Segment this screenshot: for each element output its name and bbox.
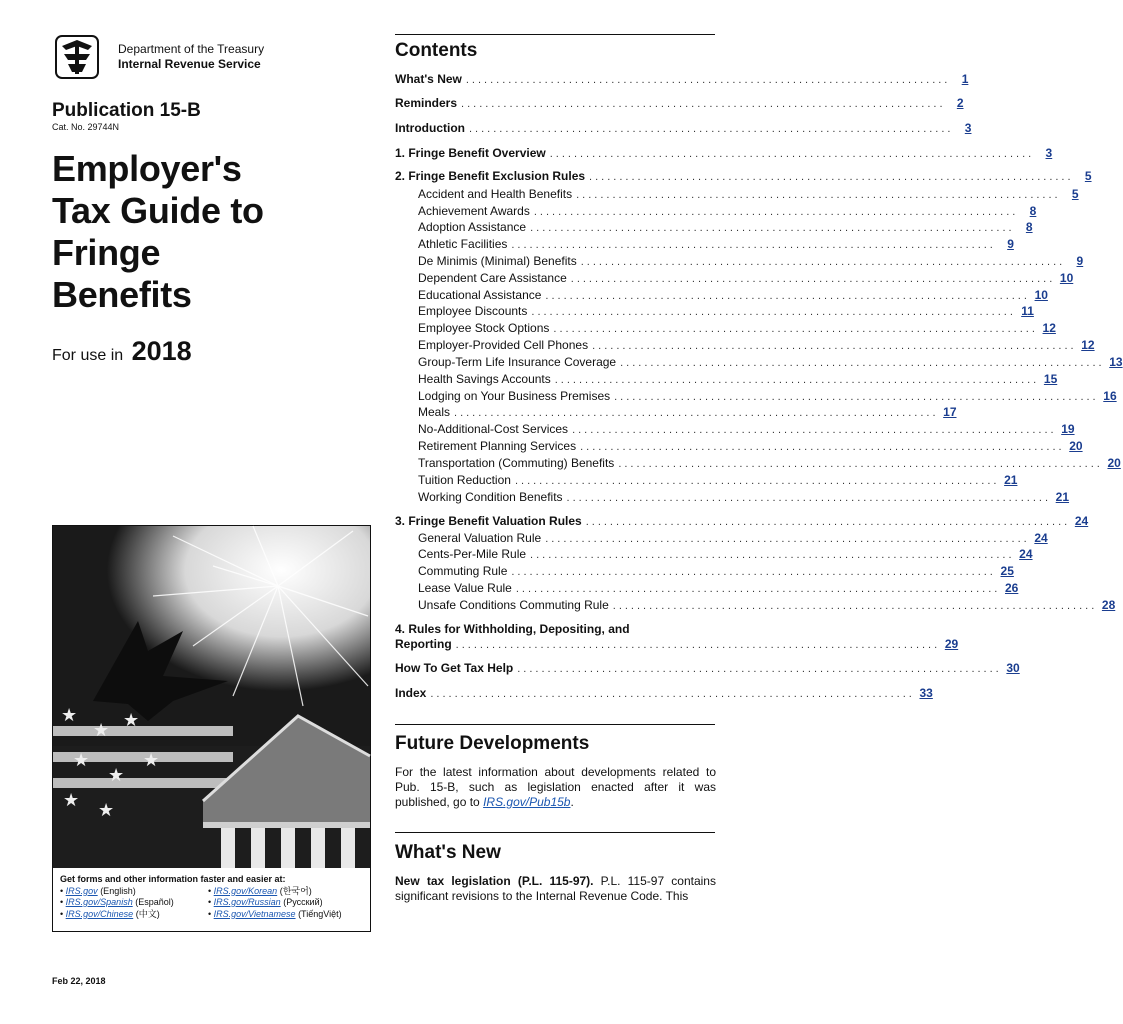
toc-entry-label: Achievement Awards bbox=[418, 204, 530, 218]
link-item: • IRS.gov/Vietnamese (TiếngViệt) bbox=[208, 908, 342, 919]
toc-entry[interactable] bbox=[395, 338, 1095, 354]
title-line: Employer's bbox=[52, 148, 242, 189]
toc-leader-dots: ................................................................................ bbox=[454, 407, 939, 419]
get-forms-box bbox=[60, 874, 365, 920]
irs-link-english[interactable]: IRS.gov bbox=[65, 885, 98, 896]
language-label: (Pусский) bbox=[283, 897, 323, 907]
svg-text:★: ★ bbox=[93, 720, 110, 741]
svg-text:★: ★ bbox=[98, 800, 115, 821]
dept-line-1: Department of the Treasury bbox=[118, 42, 265, 56]
toc-leader-dots: ................................................................................ bbox=[468, 123, 954, 135]
toc-page-link[interactable]: 29 bbox=[944, 637, 959, 651]
for-use-label: For use in bbox=[52, 347, 124, 364]
toc-entry-label: Lease Value Rule bbox=[418, 581, 512, 595]
toc-leader-dots: ................................................................................ bbox=[580, 441, 1065, 453]
irs-eagle-logo bbox=[52, 34, 102, 80]
toc-entry[interactable] bbox=[395, 598, 1116, 614]
toc-leader-dots: ................................................................................ bbox=[461, 98, 946, 110]
toc-leader-dots: ................................................................................ bbox=[580, 256, 1066, 268]
toc-page-link[interactable]: 10 bbox=[1034, 288, 1048, 302]
catalog-number: Cat. No. 29744N bbox=[52, 122, 120, 132]
toc-entry-label: No-Additional-Cost Services bbox=[418, 422, 569, 436]
toc-page-link[interactable]: 12 bbox=[1081, 338, 1095, 352]
toc-entry-label: 2. Fringe Benefit Exclusion Rules bbox=[395, 169, 586, 183]
svg-text:★: ★ bbox=[63, 790, 80, 811]
toc-entry[interactable] bbox=[395, 187, 1079, 203]
toc-entry[interactable] bbox=[395, 288, 1048, 304]
svg-text:★: ★ bbox=[143, 750, 160, 771]
toc-entry-label: What's New bbox=[395, 72, 462, 86]
toc-leader-dots: ................................................................................ bbox=[570, 273, 1056, 285]
toc-page-link[interactable]: 33 bbox=[919, 686, 933, 700]
link-item: • IRS.gov (English) bbox=[60, 885, 136, 896]
toc-leader-dots: ................................................................................ bbox=[511, 239, 996, 251]
toc-entry[interactable] bbox=[395, 456, 1121, 472]
svg-text:★: ★ bbox=[73, 750, 90, 771]
toc-page-link[interactable]: 28 bbox=[1101, 598, 1116, 612]
toc-leader-dots: ................................................................................ bbox=[554, 374, 1040, 386]
contents-heading: Contents bbox=[395, 40, 478, 61]
toc-page-link[interactable]: 25 bbox=[1000, 564, 1014, 578]
toc-page-link[interactable]: 5 bbox=[1084, 169, 1092, 183]
toc-leader-dots: ................................................................................ bbox=[549, 148, 1035, 160]
toc-entry-label: Adoption Assistance bbox=[418, 220, 527, 234]
toc-entry[interactable] bbox=[395, 661, 1020, 677]
whats-new-body: P.L. 115-97 contains significant revisions to the Internal Revenue Code. This bbox=[395, 874, 716, 903]
toc-page-link[interactable]: 5 bbox=[1071, 187, 1079, 201]
irs-link-chinese[interactable]: IRS.gov/Chinese bbox=[65, 908, 134, 919]
toc-entry-label: Group-Term Life Insurance Coverage bbox=[418, 355, 617, 369]
toc-entry-label: How To Get Tax Help bbox=[395, 661, 514, 675]
toc-entry[interactable] bbox=[395, 514, 1089, 530]
toc-page-link[interactable]: 20 bbox=[1069, 439, 1083, 453]
toc-leader-dots: ................................................................................ bbox=[517, 663, 1002, 675]
toc-leader-dots: ................................................................................ bbox=[530, 549, 1015, 561]
toc-entry[interactable] bbox=[395, 422, 1075, 438]
toc-leader-dots: ................................................................................ bbox=[430, 688, 915, 700]
toc-leader-dots: ................................................................................ bbox=[589, 171, 1074, 183]
toc-leader-dots: ................................................................................ bbox=[530, 222, 1015, 234]
toc-page-link[interactable]: 3 bbox=[964, 121, 972, 135]
toc-entry-label: 3. Fringe Benefit Valuation Rules bbox=[395, 514, 582, 528]
toc-entry-label: Educational Assistance bbox=[418, 288, 542, 302]
toc-page-link[interactable]: 24 bbox=[1074, 514, 1089, 528]
toc-page-link[interactable]: 8 bbox=[1029, 204, 1037, 218]
toc-page-link[interactable]: 1 bbox=[961, 72, 969, 86]
page-title bbox=[52, 148, 264, 316]
toc-leader-dots: ................................................................................ bbox=[618, 458, 1103, 470]
title-line: Benefits bbox=[52, 274, 192, 315]
toc-entry[interactable] bbox=[395, 271, 1074, 287]
toc-leader-dots: ................................................................................ bbox=[465, 74, 951, 86]
toc-entry-label: Working Condition Benefits bbox=[418, 490, 563, 504]
future-developments-heading: Future Developments bbox=[395, 733, 590, 754]
toc-leader-dots: ................................................................................ bbox=[514, 475, 1000, 487]
future-text: For the latest information about developments related to Pub. 15-B, such as legislation enacted after it was published, go to bbox=[395, 765, 716, 809]
toc-entry-label: Employer-Provided Cell Phones bbox=[418, 338, 589, 352]
cover-image-panel bbox=[52, 525, 371, 932]
toc-entry-label-line: 4. Rules for Withholding, Depositing, and bbox=[395, 622, 630, 636]
language-label: (Español) bbox=[135, 897, 174, 907]
toc-entry-label: 1. Fringe Benefit Overview bbox=[395, 146, 546, 160]
toc-entry-label: Retirement Planning Services bbox=[418, 439, 577, 453]
future-developments-text bbox=[395, 765, 716, 810]
toc-page-link[interactable]: 8 bbox=[1025, 220, 1033, 234]
toc-entry-label: Commuting Rule bbox=[418, 564, 508, 578]
toc-leader-dots: ................................................................................ bbox=[620, 357, 1105, 369]
toc-page-link[interactable]: 16 bbox=[1103, 389, 1117, 403]
toc-leader-dots: ................................................................................ bbox=[545, 290, 1030, 302]
toc-entry[interactable] bbox=[395, 531, 1048, 547]
toc-entry[interactable] bbox=[395, 564, 1014, 580]
toc-entry[interactable] bbox=[395, 355, 1123, 371]
toc-page-link[interactable]: 17 bbox=[943, 405, 957, 419]
toc-entry[interactable] bbox=[395, 254, 1084, 270]
toc-entry-label: Employee Stock Options bbox=[418, 321, 550, 335]
toc-page-link[interactable]: 24 bbox=[1019, 547, 1033, 561]
toc-entry[interactable] bbox=[395, 146, 1053, 162]
toc-page-link[interactable]: 12 bbox=[1042, 321, 1056, 335]
toc-leader-dots: ................................................................................ bbox=[572, 424, 1057, 436]
toc-entry-label: Unsafe Conditions Commuting Rule bbox=[418, 598, 609, 612]
toc-page-link[interactable]: 2 bbox=[956, 96, 964, 110]
agency-name bbox=[118, 42, 264, 72]
toc-entry-label: Employee Discounts bbox=[418, 304, 528, 318]
toc-entry-label: Health Savings Accounts bbox=[418, 372, 551, 386]
toc-entry-label: Reminders bbox=[395, 96, 458, 110]
get-forms-heading: Get forms and other information faster and easier at: bbox=[60, 874, 286, 884]
toc-entry-label: Meals bbox=[418, 405, 451, 419]
toc-entry[interactable] bbox=[395, 405, 957, 421]
toc-entry[interactable] bbox=[395, 581, 1019, 597]
toc-entry[interactable] bbox=[395, 473, 1018, 489]
toc-entry[interactable] bbox=[395, 304, 1034, 320]
toc-entry[interactable] bbox=[395, 372, 1058, 388]
toc-page-link[interactable]: 10 bbox=[1059, 271, 1074, 285]
toc-entry-label: Accident and Health Benefits bbox=[418, 187, 573, 201]
toc-leader-dots: ................................................................................ bbox=[566, 492, 1052, 504]
toc-entry[interactable] bbox=[395, 72, 969, 88]
toc-entry-label: Athletic Facilities bbox=[418, 237, 508, 251]
irs-link-vietnamese[interactable]: IRS.gov/Vietnamese bbox=[213, 908, 296, 919]
future-end: . bbox=[570, 795, 574, 809]
toc-entry-label: De Minimis (Minimal) Benefits bbox=[418, 254, 577, 268]
svg-text:★: ★ bbox=[61, 705, 78, 726]
fireworks-eagle-flag-courthouse-image bbox=[53, 526, 370, 868]
irs-link-korean[interactable]: IRS.gov/Korean bbox=[213, 885, 278, 896]
toc-leader-dots: ................................................................................ bbox=[545, 533, 1030, 545]
toc-entry-label: Tuition Reduction bbox=[418, 473, 511, 487]
toc-entry[interactable] bbox=[395, 389, 1117, 405]
toc-entry[interactable] bbox=[395, 686, 933, 702]
toc-leader-dots: ................................................................................ bbox=[592, 340, 1077, 352]
whats-new-heading: What's New bbox=[395, 842, 501, 863]
toc-page-link[interactable]: 21 bbox=[1004, 473, 1018, 487]
toc-entry[interactable] bbox=[395, 204, 1037, 220]
language-label: (한국어) bbox=[279, 885, 312, 896]
link-item: • IRS.gov/Russian (Pусский) bbox=[208, 897, 323, 907]
toc-leader-dots: ................................................................................ bbox=[612, 600, 1098, 612]
toc-entry-label: Transportation (Commuting) Benefits bbox=[418, 456, 615, 470]
toc-page-link[interactable]: 11 bbox=[1021, 304, 1034, 318]
irs-link-russian[interactable]: IRS.gov/Russian bbox=[213, 897, 281, 907]
whats-new-text bbox=[395, 874, 716, 904]
toc-leader-dots: ................................................................................ bbox=[614, 391, 1099, 403]
toc-page-link[interactable]: 24 bbox=[1034, 531, 1048, 545]
toc-leader-dots: ................................................................................ bbox=[553, 323, 1038, 335]
toc-page-link[interactable]: 19 bbox=[1061, 422, 1075, 436]
toc-entry[interactable] bbox=[395, 321, 1056, 337]
toc-leader-dots: ................................................................................ bbox=[585, 516, 1071, 528]
toc-page-link[interactable]: 9 bbox=[1076, 254, 1084, 268]
toc-entry-label: Lodging on Your Business Premises bbox=[418, 389, 611, 403]
revision-date: Feb 22, 2018 bbox=[52, 976, 106, 986]
publication-number: Publication 15-B bbox=[52, 100, 201, 121]
link-item: • IRS.gov/Spanish (Español) bbox=[60, 897, 174, 907]
toc-page-link[interactable]: 20 bbox=[1107, 456, 1121, 470]
toc-page-link[interactable]: 9 bbox=[1007, 237, 1014, 251]
toc-entry[interactable] bbox=[395, 237, 1014, 253]
whats-new-lead: New tax legislation (P.L. 115-97). bbox=[395, 874, 594, 888]
toc-page-link[interactable]: 26 bbox=[1004, 581, 1019, 595]
toc-entry-label: Index bbox=[395, 686, 427, 700]
toc-entry[interactable] bbox=[395, 547, 1033, 563]
toc-page-link[interactable]: 30 bbox=[1006, 661, 1020, 675]
toc-page-link[interactable]: 15 bbox=[1043, 372, 1058, 386]
toc-page-link[interactable]: 3 bbox=[1045, 146, 1053, 160]
toc-entry[interactable] bbox=[395, 169, 1092, 185]
toc-entry[interactable] bbox=[395, 121, 972, 137]
language-label: (TiếngViệt) bbox=[298, 908, 342, 919]
toc-entry[interactable] bbox=[395, 96, 964, 112]
link-item: • IRS.gov/Korean (한국어) bbox=[208, 885, 312, 896]
irs-link-spanish[interactable]: IRS.gov/Spanish bbox=[65, 897, 133, 907]
divider bbox=[395, 34, 715, 35]
toc-entry-label: Reporting bbox=[395, 637, 452, 651]
link-item: • IRS.gov/Chinese (中文) bbox=[60, 908, 160, 919]
toc-entry[interactable] bbox=[395, 490, 1070, 506]
toc-entry[interactable] bbox=[395, 439, 1083, 455]
title-line: Fringe bbox=[52, 232, 161, 273]
toc-leader-dots: ................................................................................ bbox=[531, 306, 1016, 318]
toc-page-link[interactable]: 21 bbox=[1055, 490, 1070, 504]
pub15b-link[interactable]: IRS.gov/Pub15b bbox=[483, 795, 571, 809]
svg-text:★: ★ bbox=[123, 710, 140, 731]
toc-entry-label: Dependent Care Assistance bbox=[418, 271, 567, 285]
toc-entry-label: Introduction bbox=[395, 121, 465, 135]
language-label: (中文) bbox=[135, 908, 160, 919]
toc-leader-dots: ................................................................................ bbox=[515, 583, 1001, 595]
toc-entry-label: Cents-Per-Mile Rule bbox=[418, 547, 527, 561]
divider bbox=[395, 832, 715, 833]
toc-leader-dots: ................................................................................ bbox=[455, 639, 941, 651]
toc-leader-dots: ................................................................................ bbox=[533, 206, 1019, 218]
tax-year: 2018 bbox=[131, 336, 192, 366]
toc-leader-dots: ................................................................................ bbox=[576, 189, 1061, 201]
svg-text:★: ★ bbox=[108, 765, 125, 786]
language-label: (English) bbox=[100, 885, 136, 896]
toc-entry-label: General Valuation Rule bbox=[418, 531, 542, 545]
toc-entry[interactable] bbox=[395, 220, 1033, 236]
title-line: Tax Guide to bbox=[52, 190, 264, 231]
divider bbox=[395, 724, 715, 725]
dept-line-2: Internal Revenue Service bbox=[118, 57, 261, 71]
toc-entry[interactable] bbox=[395, 637, 959, 653]
toc-page-link[interactable]: 13 bbox=[1109, 355, 1123, 369]
for-use-in-year bbox=[52, 336, 192, 367]
toc-leader-dots: ................................................................................ bbox=[511, 566, 996, 578]
